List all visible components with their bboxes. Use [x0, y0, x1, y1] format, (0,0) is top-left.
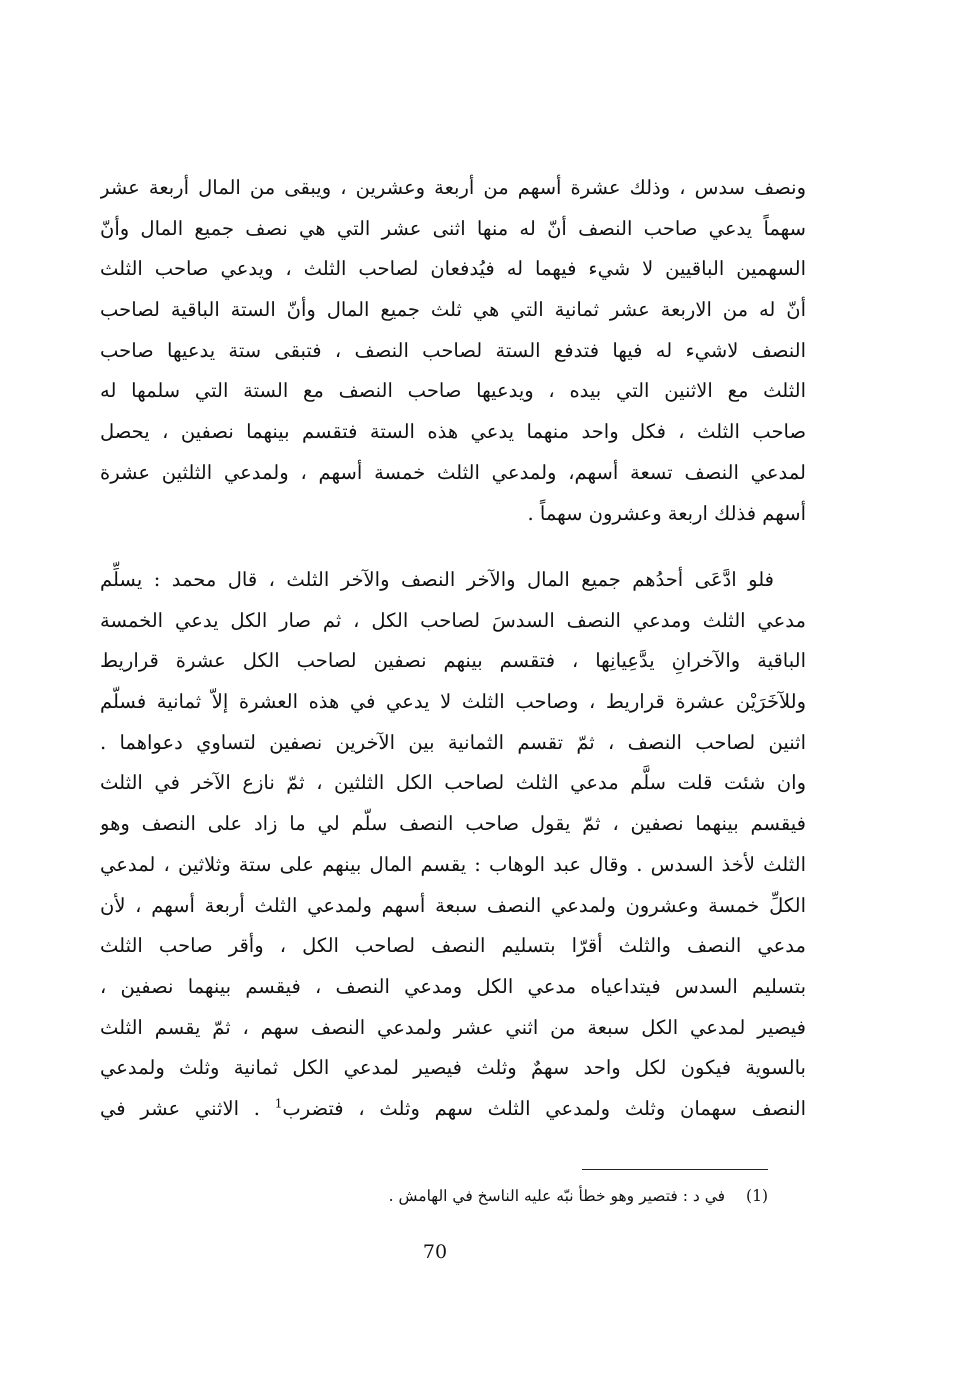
text-line: فيصير لمدعي الكل سبعة من اثني عشر ولمدعي النصف سهم ، ثمّ يقسم الثلث [100, 1015, 806, 1039]
footnote [300, 1184, 768, 1208]
text-line: وان شئت قلت سلَّم مدعي الثلث لصاحب الكل الثلثين ، ثمّ نازع الآخر في الثلث [100, 771, 806, 795]
text-line: أنّ له من الاربعة عشر ثمانية التي هي ثلث جميع المال وأنّ الستة الباقية لصاحب [100, 298, 806, 322]
text-line: الكلِّ خمسة وعشرون ولمدعي النصف سبعة أسهم ولمدعي الثلث أربعة أسهم ، لأن [100, 893, 806, 917]
text-line: مدعي النصف والثلث أقرّا بتسليم النصف لصاحب الكل ، وأقر صاحب الثلث [100, 934, 806, 958]
text-line: صاحب الثلث ، فكل واحد منهما يدعي هذه الستة فتقسم بينهما نصفين ، يحصل [100, 420, 806, 444]
paragraph-2 [100, 560, 806, 1130]
text-line: مدعي الثلث ومدعي النصف السدسَ لصاحب الكل ، ثم صار الكل يدعي الخمسة [100, 608, 806, 632]
text-line: اثنين لصاحب النصف ، ثمّ تقسم الثمانية بين الآخرين نصفين لتساوي دعواهما . [100, 730, 806, 754]
text-line: السهمين الباقيين لا شيء فيهما له فيُدفعان لصاحب الثلث ، ويدعي صاحب الثلث [100, 257, 806, 281]
text-line: النصف لاشيء له فيها فتدفع الستة لصاحب النصف ، فتبقى ستة يدعيها صاحب [100, 338, 806, 362]
paragraph-1 [100, 168, 806, 534]
text-line: فلو ادَّعَى أحدُهم جميع المال والآخر النصف والآخر الثلث ، قال محمد : يسلِّم [100, 568, 774, 591]
text-line: سهماً يدعي صاحب النصف أنّ له منها اثنى عشر التي هي نصف جميع المال وأنّ [100, 216, 806, 240]
text-line-with-footnote-ref [100, 1089, 806, 1130]
text-line: بالسوية فيكون لكل واحد سهمٌ وثلث فيصير لمدعي الكل ثمانية وثلث ولمدعي [100, 1056, 806, 1080]
text-line: وللآخَرَيْن عشرة قراريط ، وصاحب الثلث لا يدعي في هذه العشرة إلاّ ثمانية فسلّم [100, 690, 806, 714]
text-line: أسهم فذلك اربعة وعشرون سهماً . [527, 501, 806, 525]
text-line: ونصف سدس ، وذلك عشرة أسهم من أربعة وعشرين ، ويبقى من المال أربعة عشر [100, 176, 806, 199]
footnote-number: (1) [746, 1187, 768, 1205]
text-fragment: . الاثني عشر في [100, 1096, 275, 1120]
text-line: فيقسم بينهما نصفين ، ثمّ يقول صاحب النصف سلّم لي ما زاد على النصف وهو [100, 812, 806, 836]
page-number: 70 [422, 1241, 448, 1263]
footnote-divider [582, 1169, 768, 1170]
footnote-text: في د : فتصير وهو خطأ نبّه عليه الناسخ في الهامش . [388, 1187, 726, 1205]
text-line: الثلث لأخذ السدس . وقال عبد الوهاب : يقسم المال بينهم على ستة وثلاثين ، لمدعي [100, 852, 806, 876]
text-line: الباقية والآخرانِ يدَّعِيانِها ، فتقسم بينهم نصفين لصاحب الكل عشرة قراريط [100, 649, 806, 673]
text-fragment: النصف سهمان وثلث ولمدعي الثلث سهم وثلث ، فتضرب [282, 1096, 806, 1120]
text-line: بتسليم السدس فيتداعياه مدعي الكل ومدعي النصف ، فيقسم بينهما نصفين ، [100, 974, 806, 998]
text-line: الثلث مع الاثنين التي بيده ، ويدعيها صاحب النصف مع الستة التي سلمها له [100, 379, 806, 403]
text-line: لمدعي النصف تسعة أسهم، ولمدعي الثلث خمسة أسهم ، ولمدعي الثلثين عشرة [100, 460, 806, 484]
footnote-reference: 1 [274, 1096, 283, 1111]
